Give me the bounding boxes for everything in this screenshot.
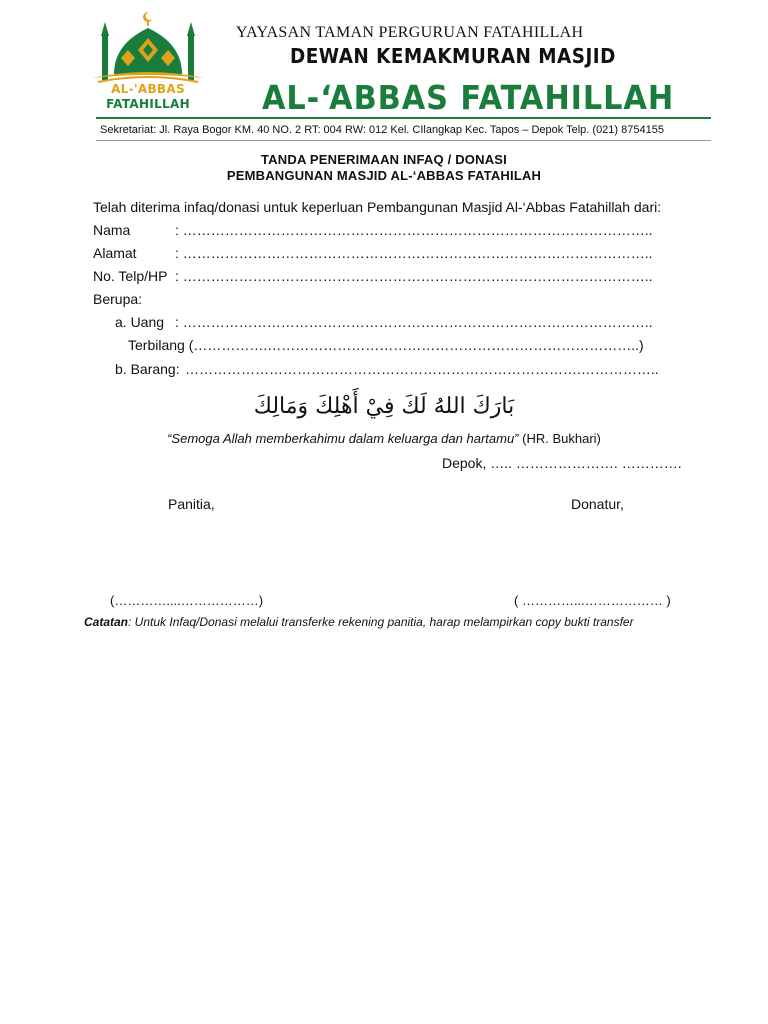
panitia-signature-line: (…………....………………) — [110, 593, 264, 608]
uang-field: : ……………………………………………………………………………………….. — [175, 314, 653, 330]
foundation-name: YAYASAN TAMAN PERGURUAN FATAHILLAH — [236, 24, 584, 41]
secretariat-address: Sekretariat: Jl. Raya Bogor KM. 40 NO. 2 RT: 004 RW: 012 Kel. CIlangkap Kec. Tapos – Depok Telp. (021) 8754155 — [100, 124, 664, 136]
mosque-dome-icon — [88, 8, 208, 88]
receipt-title: TANDA PENERIMAAN INFAQ / DONASI — [261, 152, 507, 167]
telp-label: No. Telp/HP — [93, 268, 168, 284]
intro-text: Telah diterima infaq/donasi untuk keperluan Pembangunan Masjid Al-‘Abbas Fatahillah dari: — [93, 199, 662, 215]
arabic-prayer: بَارَكَ اللهُ لَكَ فِيْ أَهْلِكَ وَمَالِكَ — [253, 394, 515, 419]
note-text: : Untuk Infaq/Donasi melalui transferke rekening panitia, harap melampirkan copy bukti transfer — [128, 615, 634, 629]
prayer-quote: “Semoga Allah memberkahimu dalam keluarga dan hartamu” — [167, 431, 519, 446]
donatur-signature-line: ( …………...……………… ) — [514, 593, 671, 608]
telp-field: : ……………………………………………………………………………………….. — [175, 268, 653, 284]
terbilang-field: Terbilang (…………….……………………………………………………………………..) — [128, 337, 644, 353]
nama-label: Nama — [93, 222, 131, 238]
receipt-subtitle: PEMBANGUNAN MASJID AL-‘ABBAS FATAHILAH — [226, 168, 542, 183]
address-divider — [96, 140, 711, 141]
alamat-field: : ……………………………………………………………………………………….. — [175, 245, 653, 261]
alamat-label: Alamat — [93, 245, 137, 261]
hadith-source: (HR. Bukhari) — [522, 431, 601, 446]
berupa-label: Berupa: — [93, 291, 143, 307]
mosque-logo — [88, 8, 208, 116]
logo-text-bottom: FATAHILLAH — [106, 97, 190, 111]
note-label: Catatan — [84, 615, 129, 629]
place-date: Depok, ….. …………………. …………. — [442, 455, 682, 471]
logo-text-top: AL-'ABBAS — [111, 82, 185, 96]
prayer-translation — [0, 431, 768, 446]
nama-field: : ……………………………………………………………………………………….. — [175, 222, 653, 238]
mosque-name: AL-‘ABBAS FATAHILLAH — [262, 78, 675, 117]
donatur-label: Donatur, — [571, 496, 624, 512]
barang-label: b. Barang: — [115, 361, 180, 377]
header-divider — [96, 117, 711, 119]
panitia-label: Panitia, — [168, 496, 215, 512]
uang-label: a. Uang — [115, 314, 165, 330]
council-name: DEWAN KEMAKMURAN MASJID — [290, 44, 616, 68]
barang-field: ………………………………………………………………………….…………….. — [185, 361, 659, 377]
transfer-note — [84, 615, 634, 629]
